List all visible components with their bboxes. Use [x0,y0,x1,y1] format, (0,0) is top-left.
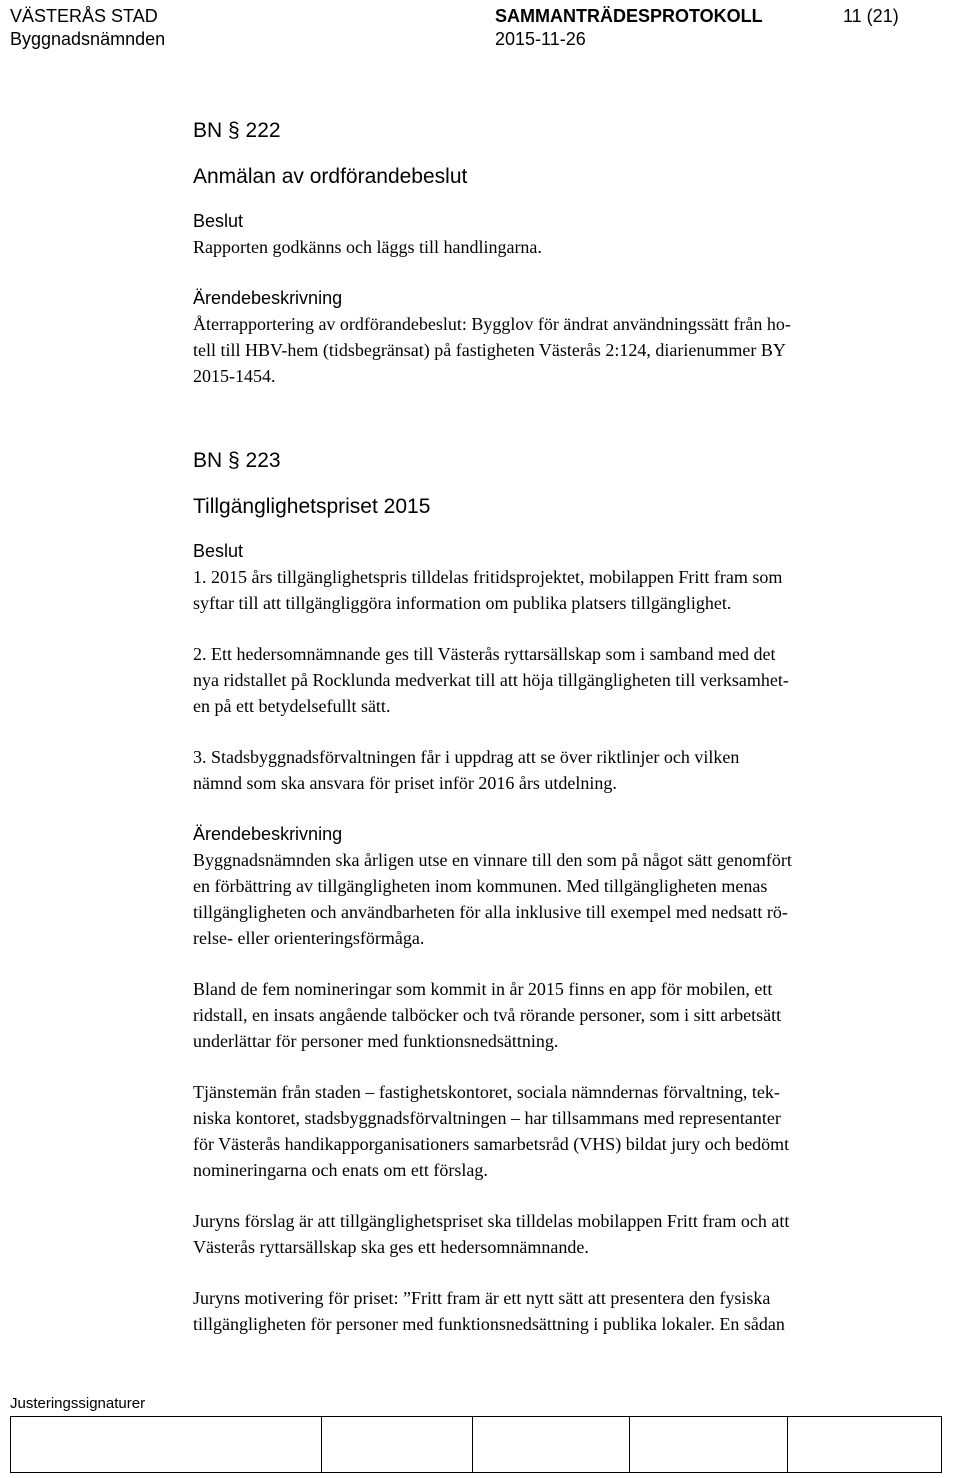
text-line: Byggnadsnämnden ska årligen utse en vinnare till den som på något sätt genomfört [193,850,792,870]
section-bn-222 [193,112,941,389]
page-number: 11 (21) [843,6,899,26]
text-line: niska kontoret, stadsbyggnadsförvaltningen – har tillsammans med representanter [193,1108,781,1128]
decision-item-1 [193,564,941,616]
description-paragraph-3 [193,1079,941,1183]
committee-name: Byggnadsnämnden [10,29,166,49]
text-line: Juryns motivering för priset: ”Fritt fram är ett nytt sätt att presentera den fysiska [193,1288,771,1308]
text-line: syftar till att tillgängliggöra information om publika platsers tillgänglighet. [193,593,732,613]
text-line: Återrapportering av ordförandebeslut: Bygglov för ändrat användningssätt från ho- [193,314,791,334]
description-heading: Ärendebeskrivning [193,288,343,308]
text-line: 2. Ett hedersomnämnande ges till Västerås ryttarsällskap som i samband med det [193,644,776,664]
text-line: nämnd som ska ansvara för priset inför 2016 års utdelning. [193,773,617,793]
protocol-content [193,112,941,1337]
section-number: BN § 223 [193,449,281,472]
description-paragraph-2 [193,976,941,1054]
section-number: BN § 222 [193,119,281,142]
text-line: en förbättring av tillgängligheten inom kommunen. Med tillgängligheten menas [193,876,768,896]
signature-cell [473,1417,630,1472]
signature-cell [11,1417,322,1472]
signature-cell [788,1417,941,1472]
description-paragraph-5 [193,1285,941,1337]
text-line: tell till HBV-hem (tidsbegränsat) på fastigheten Västerås 2:124, diarienummer BY [193,340,786,360]
signature-cell [322,1417,473,1472]
description-heading: Ärendebeskrivning [193,824,343,844]
description-text [193,311,941,389]
text-line: Västerås ryttarsällskap ska ges ett hedersomnämnande. [193,1237,589,1257]
text-line: Bland de fem nomineringar som kommit in år 2015 finns en app för mobilen, ett [193,979,773,999]
section-title: Tillgänglighetspriset 2015 [193,495,431,518]
text-line: tillgängligheten och användbarheten för alla inklusive till exempel med nedsatt rö- [193,902,788,922]
text-line: relse- eller orienteringsförmåga. [193,928,425,948]
text-line: tillgängligheten för personer med funktionsnedsättning i publika lokaler. En sådan [193,1314,785,1334]
text-line: 2015-1454. [193,366,276,386]
signature-cell [630,1417,789,1472]
document-type: SAMMANTRÄDESPROTOKOLL [495,6,763,26]
text-line: 3. Stadsbyggnadsförvaltningen får i uppdrag att se över riktlinjer och vilken [193,747,740,767]
section-bn-223 [193,442,941,1337]
section-title: Anmälan av ordförandebeslut [193,165,468,188]
description-paragraph-4 [193,1208,941,1260]
decision-item-2 [193,641,941,719]
text-line: en på ett betydelsefullt sätt. [193,696,391,716]
text-line: Tjänstemän från staden – fastighetskontoret, sociala nämndernas förvaltning, tek- [193,1082,780,1102]
text-line: nomineringarna och enats om ett förslag. [193,1160,488,1180]
text-line: för Västerås handikapporganisationers samarbetsråd (VHS) bildat jury och bedömt [193,1134,790,1154]
text-line: underlättar för personer med funktionsnedsättning. [193,1031,559,1051]
description-paragraph-1 [193,847,941,951]
text-line: 1. 2015 års tillgänglighetspris tilldelas fritidsprojektet, mobilappen Fritt fram som [193,567,783,587]
organization-name: VÄSTERÅS STAD [10,6,158,26]
text-line: Juryns förslag är att tillgänglighetspriset ska tilldelas mobilappen Fritt fram och att [193,1211,790,1231]
decision-item-3 [193,744,941,796]
text-line: Rapporten godkänns och läggs till handlingarna. [193,237,542,257]
decision-text [193,234,941,260]
decision-heading: Beslut [193,211,244,231]
signature-label: Justeringssignaturer [10,1395,146,1412]
decision-heading: Beslut [193,541,244,561]
text-line: nya ridstallet på Rocklunda medverkat till att höja tillgängligheten till verksamhet- [193,670,789,690]
meeting-date: 2015-11-26 [495,29,586,49]
text-line: ridstall, en insats angående talböcker och två rörande personer, som i sitt arbetsätt [193,1005,782,1025]
signature-box [10,1416,942,1473]
